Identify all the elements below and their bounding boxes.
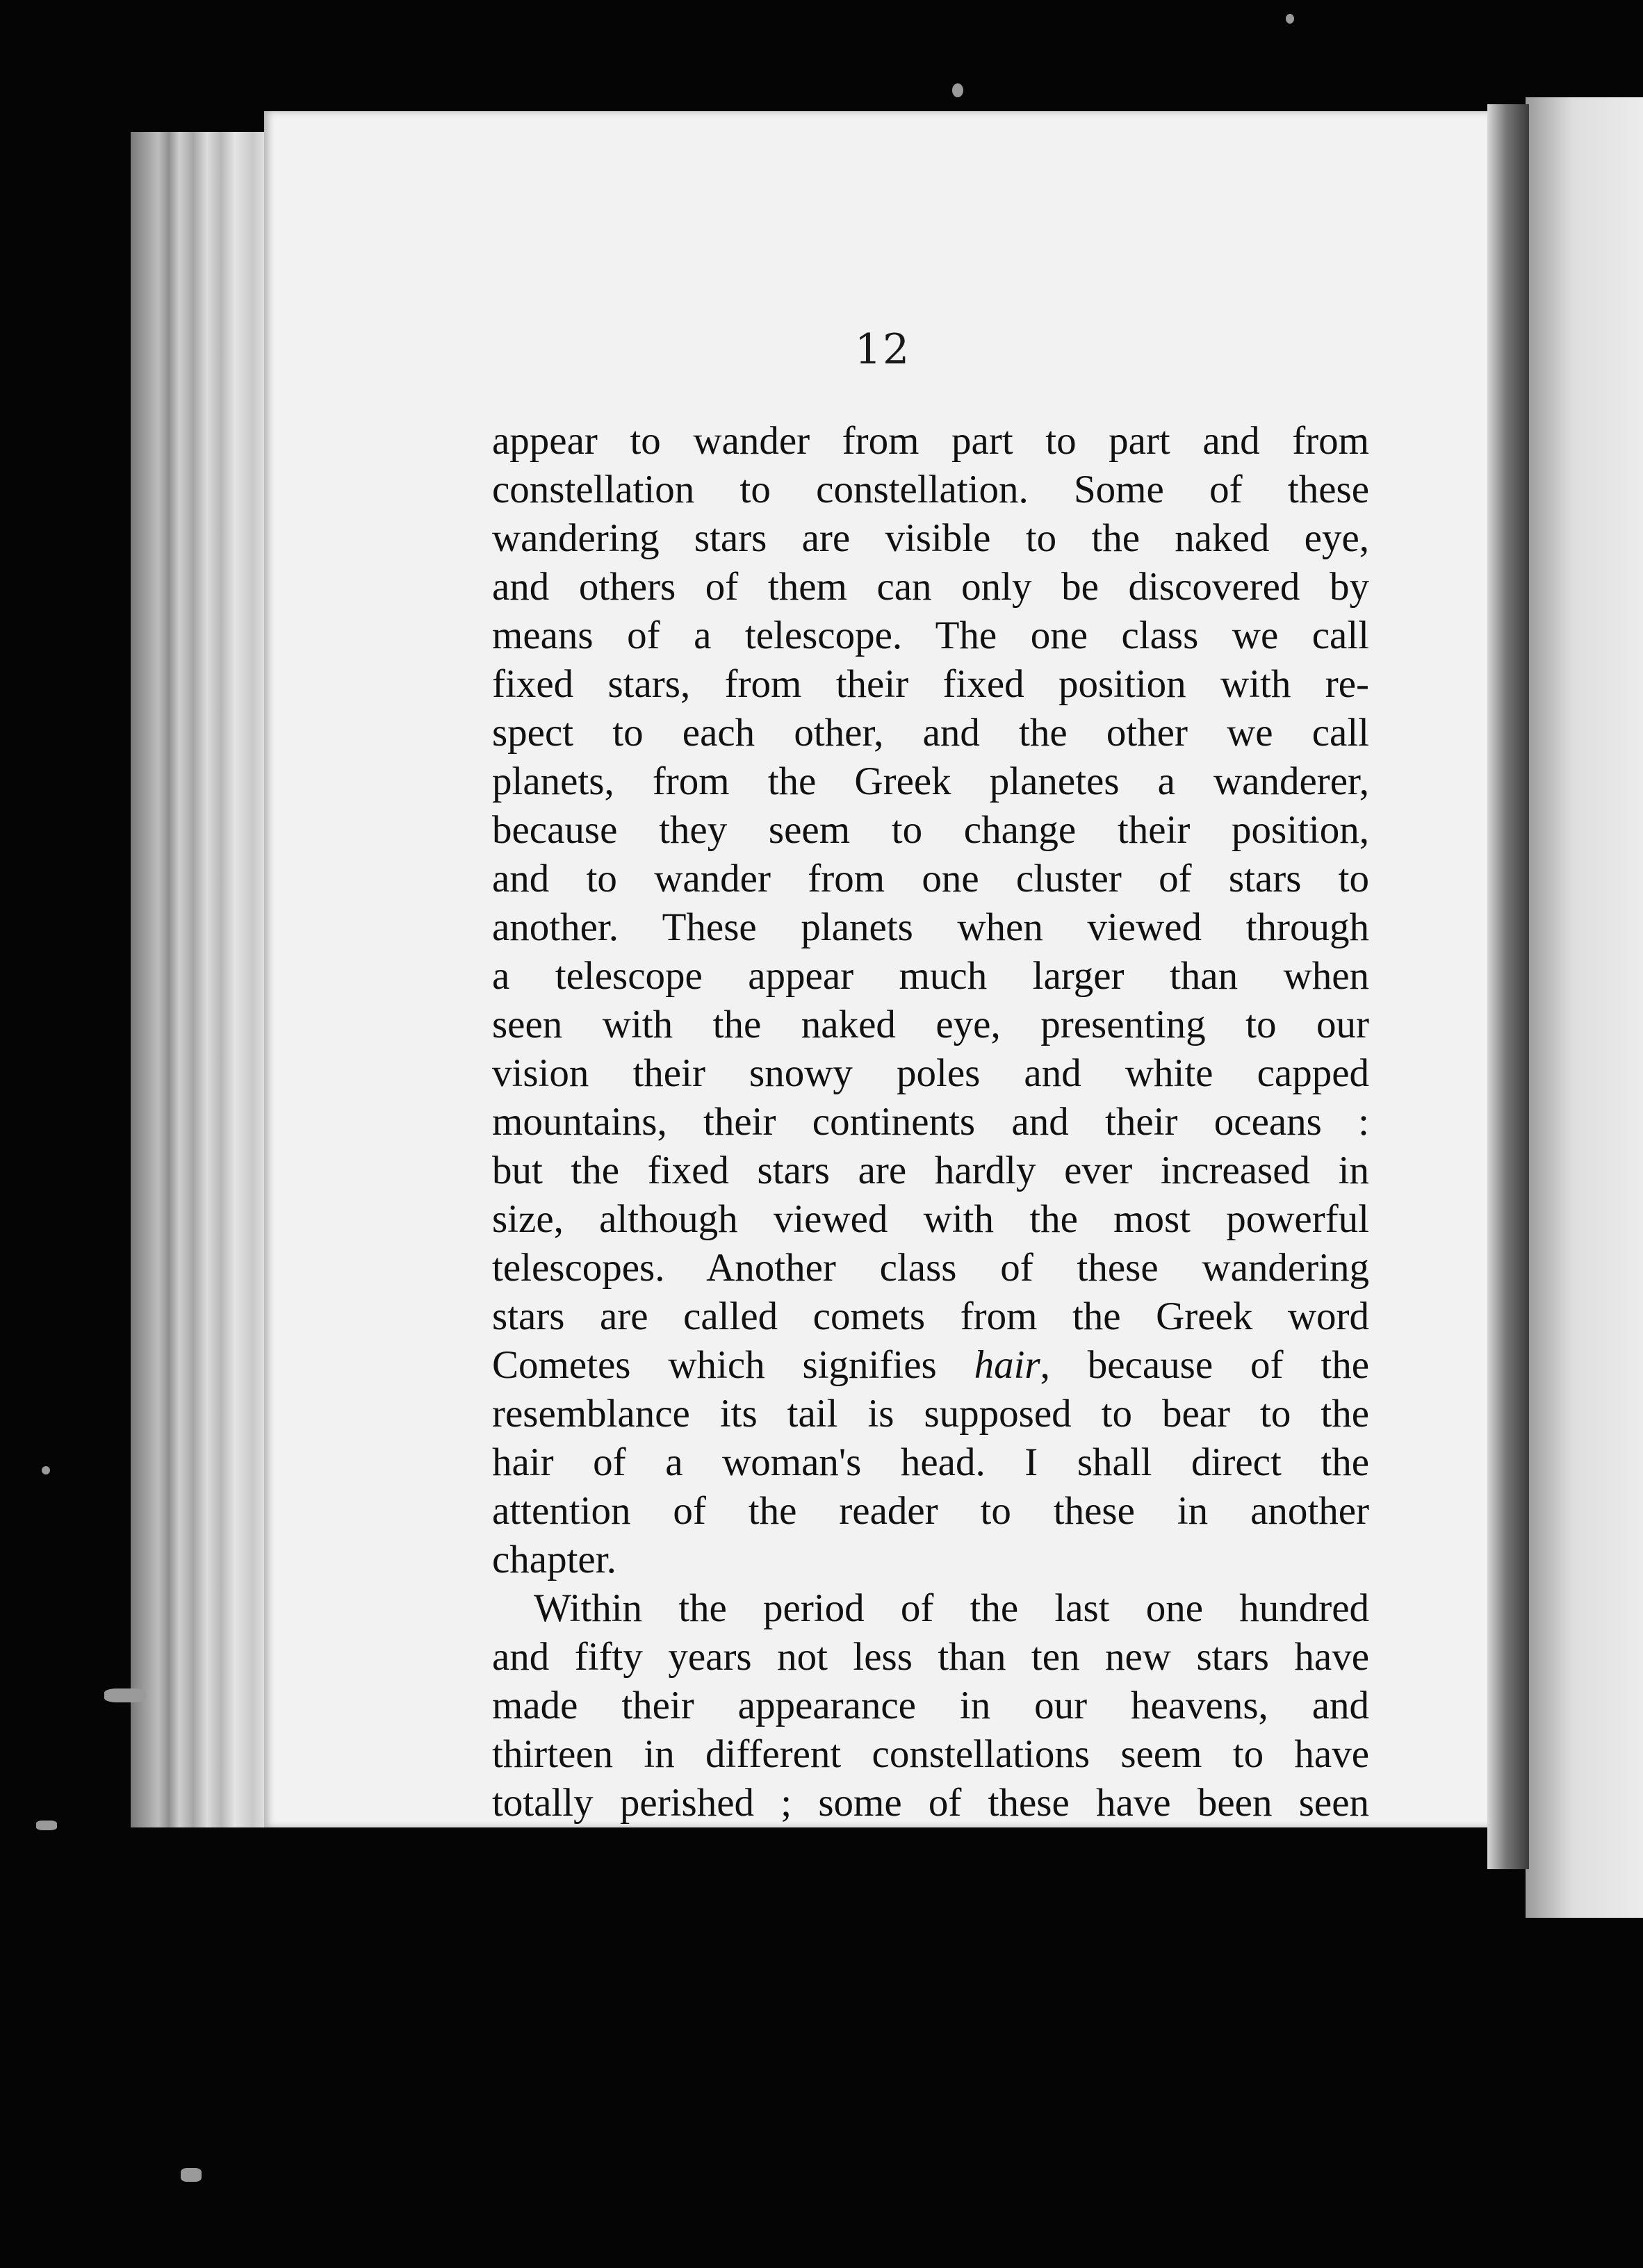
dust-speck	[952, 83, 963, 97]
text-line: appear to wander from part to part and from	[492, 419, 1369, 463]
text-line: constellation to constellation. Some of these	[492, 468, 1369, 511]
body-text	[492, 417, 1369, 1827]
text-line: resemblance its tail is supposed to bear to the	[492, 1392, 1369, 1436]
text-line: vision their snowy poles and white capped	[492, 1051, 1369, 1095]
text-line: telescopes. Another class of these wandering	[492, 1246, 1369, 1290]
book-page	[264, 111, 1501, 1827]
text-line: but the fixed stars are hardly ever increased in	[492, 1149, 1369, 1192]
italic-word: hair	[974, 1343, 1040, 1387]
page-edge-stack	[131, 132, 270, 1827]
facing-page-edge	[1526, 97, 1643, 1918]
text-line: totally perished ; some of these have been seen	[492, 1781, 1369, 1825]
text-line-italic	[492, 1341, 1369, 1390]
text-fragment: , because of the	[1040, 1343, 1369, 1387]
text-line: attention of the reader to these in another	[492, 1489, 1369, 1533]
text-line: and fifty years not less than ten new stars have	[492, 1635, 1369, 1679]
text-line: made their appearance in our heavens, and	[492, 1684, 1369, 1727]
dust-speck	[36, 1821, 57, 1830]
text-line: because they seem to change their position,	[492, 808, 1369, 852]
text-line: fixed stars, from their fixed position with re-	[492, 662, 1369, 706]
text-line: wandering stars are visible to the naked eye,	[492, 516, 1369, 560]
text-line: size, although viewed with the most powerful	[492, 1197, 1369, 1241]
text-fragment: Cometes which signifies	[492, 1343, 974, 1387]
text-line: spect to each other, and the other we call	[492, 711, 1369, 755]
text-line: seen with the naked eye, presenting to our	[492, 1003, 1369, 1046]
text-line: means of a telescope. The one class we call	[492, 614, 1369, 657]
page-number: 12	[854, 325, 911, 374]
dust-speck	[42, 1466, 50, 1474]
dust-speck	[181, 2168, 202, 2182]
text-line: hair of a woman's head. I shall direct the	[492, 1440, 1369, 1484]
text-line: and others of them can only be discovered by	[492, 565, 1369, 609]
text-line: stars are called comets from the Greek word	[492, 1295, 1369, 1338]
text-line: chapter.	[492, 1538, 616, 1581]
text-line: another. These planets when viewed through	[492, 905, 1369, 949]
text-line: mountains, their continents and their oceans :	[492, 1100, 1369, 1144]
text-line: Within the period of the last one hundred	[534, 1586, 1369, 1630]
page-gutter-shadow	[1487, 104, 1529, 1869]
dust-speck	[104, 1688, 146, 1702]
text-line: and to wander from one cluster of stars to	[492, 857, 1369, 901]
text-line: a telescope appear much larger than when	[492, 954, 1369, 998]
text-line: planets, from the Greek planetes a wanderer,	[492, 759, 1369, 803]
text-line: thirteen in different constellations seem to have	[492, 1732, 1369, 1776]
dust-speck	[1286, 14, 1294, 24]
